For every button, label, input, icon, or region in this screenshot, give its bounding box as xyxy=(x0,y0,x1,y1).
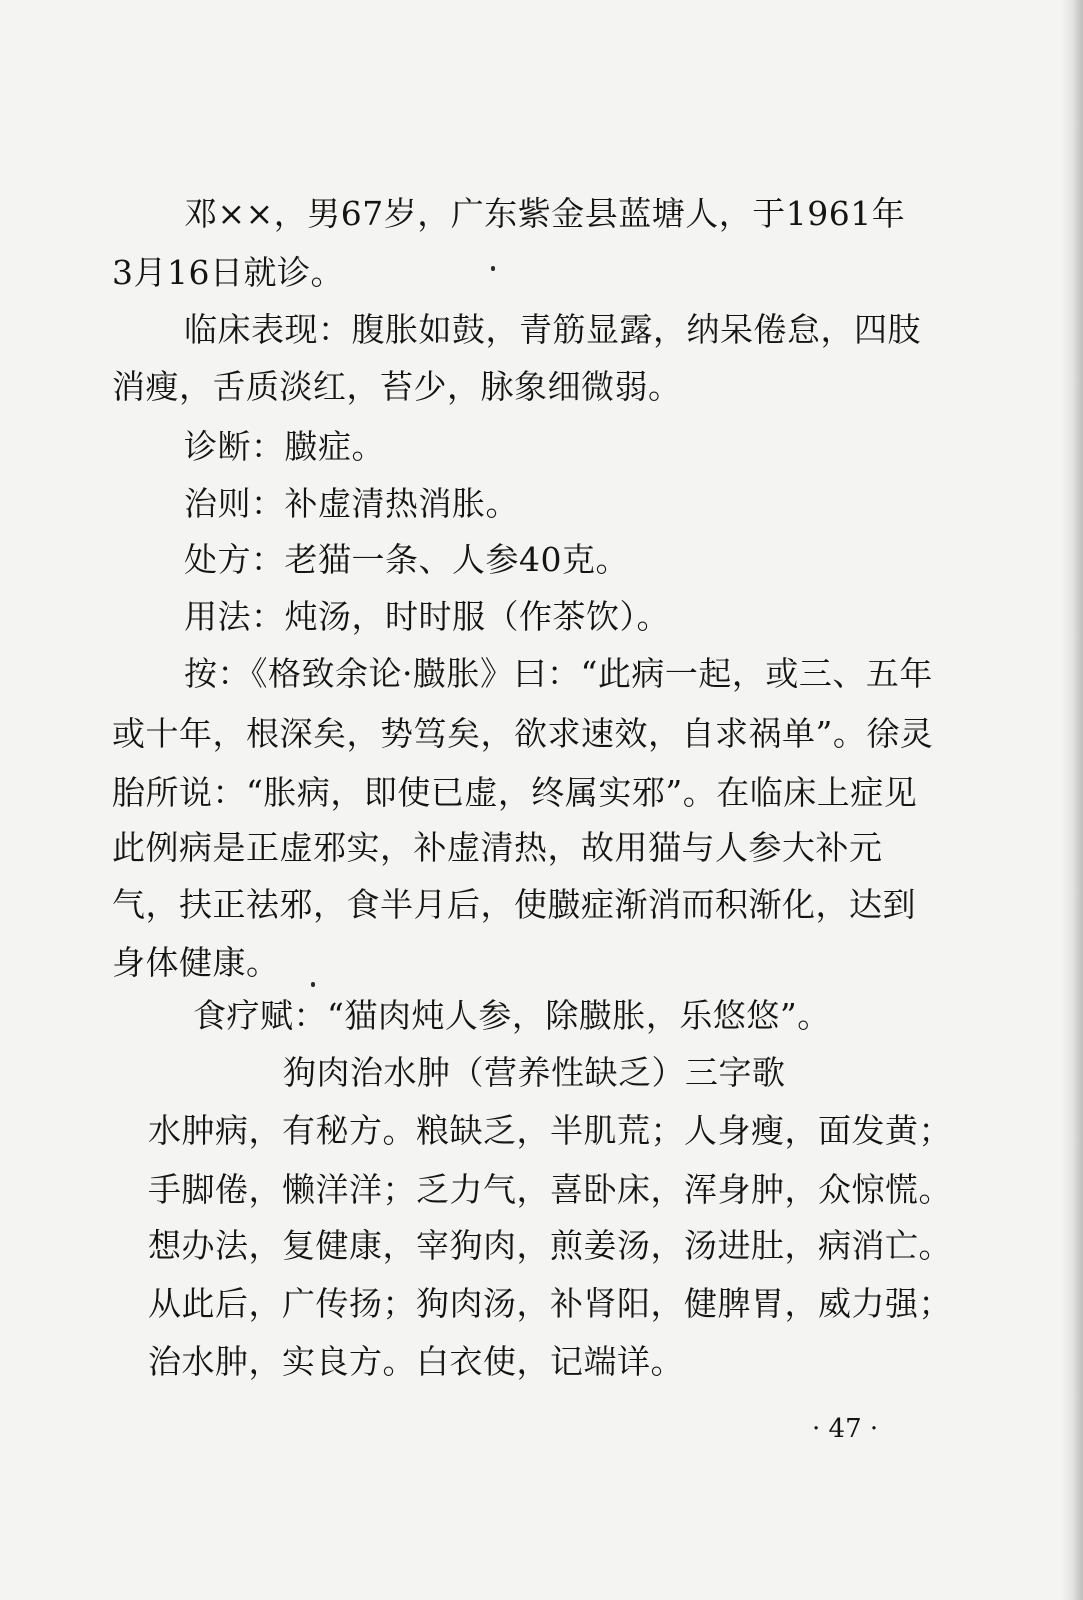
prescription: 处方：老猫一条、人参40克。 xyxy=(184,540,629,579)
commentary-line-1: 按：《格致余论·臌胀》曰：“此病一起，或三、五年 xyxy=(184,654,933,693)
poem-line-4: 从此后，广传扬；狗肉汤，补肾阳，健脾胃，威力强； xyxy=(148,1284,952,1323)
clinical-line-1: 临床表现：腹胀如鼓，青筋显露，纳呆倦怠，四肢 xyxy=(184,310,921,349)
page-number: · 47 · xyxy=(812,1414,879,1444)
ink-speck xyxy=(311,982,315,987)
commentary-line-2: 或十年，根深矣，势笃矣，欲求速效，自求祸单”。徐灵 xyxy=(112,714,934,753)
commentary-line-4: 此例病是正虚邪实，补虚清热，故用猫与人参大补元 xyxy=(112,828,883,867)
diet-rhyme: 食疗赋：“猫肉炖人参，除臌胀，乐悠悠”。 xyxy=(193,996,831,1035)
commentary-line-6: 身体健康。 xyxy=(112,943,280,982)
poem-line-3: 想办法，复健康，宰狗肉，煎姜汤，汤进肚，病消亡。 xyxy=(148,1226,952,1265)
poem-line-2: 手脚倦，懒洋洋；乏力气，喜卧床，浑身肿，众惊慌。 xyxy=(148,1170,952,1209)
case-line-1: 邓××，男67岁，广东紫金县蓝塘人，于1961年 xyxy=(184,194,906,233)
scan-edge-shadow xyxy=(1061,0,1083,1600)
diagnosis: 诊断：臌症。 xyxy=(184,427,385,466)
commentary-line-3: 胎所说：“胀病，即使已虚，终属实邪”。在临床上症见 xyxy=(112,773,918,812)
usage: 用法：炖汤，时时服（作茶饮）。 xyxy=(184,597,670,636)
ink-speck xyxy=(491,266,495,271)
poem-line-5: 治水肿，实良方。白衣使，记端详。 xyxy=(148,1342,684,1381)
commentary-line-5: 气，扶正祛邪，食半月后，使臌症渐消而积渐化，达到 xyxy=(112,885,916,924)
clinical-line-2: 消瘦，舌质淡红，苔少，脉象细微弱。 xyxy=(112,367,682,406)
poem-line-1: 水肿病，有秘方。粮缺乏，半肌荒；人身瘦，面发黄； xyxy=(148,1111,952,1150)
case-line-2: 3月16日就诊。 xyxy=(112,253,344,292)
poem-title: 狗肉治水肿（营养性缺乏）三字歌 xyxy=(283,1053,786,1092)
treatment-principle: 治则：补虚清热消胀。 xyxy=(184,484,519,523)
